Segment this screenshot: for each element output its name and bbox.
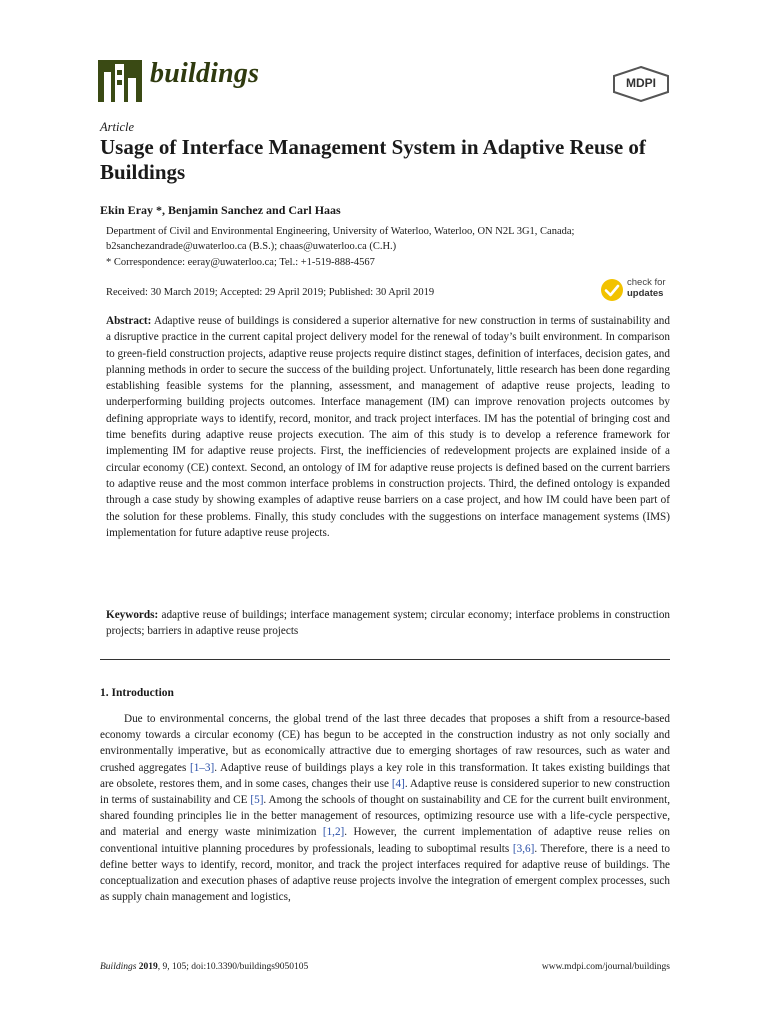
intro-text-6: . Therefore, there is a need to define better ways to identify, record, monitor, and track the project interfaces required for adaptive reuse of buildings. The conceptualization and execution phases of adaptive reuse projects involve the integration of emergent complex processes, such as supply chain management and logistics, <box>100 842 671 904</box>
intro-text-5: . However, the current implementation of adaptive reuse relies on conventional intuitive planning procedures by professionals, leading to suboptimal results <box>100 826 670 855</box>
section-divider <box>100 659 670 660</box>
keywords-label: Keywords: <box>106 609 159 621</box>
section-heading: 1. Introduction <box>100 687 174 699</box>
affiliation-emails: b2sanchezandrade@uwaterloo.ca (B.S.); chaas@uwaterloo.ca (C.H.) <box>106 241 397 252</box>
footer-citation <box>100 962 308 972</box>
publisher-logo <box>612 66 670 102</box>
journal-logo-icon <box>98 60 142 102</box>
footer-year: 2019 <box>138 962 158 972</box>
publisher-name: MDPI <box>626 76 656 90</box>
publication-dates: Received: 30 March 2019; Accepted: 29 April 2019; Published: 30 April 2019 <box>106 287 435 298</box>
check-for-updates-badge[interactable] <box>600 276 680 306</box>
intro-text-1: Due to environmental concerns, the global trend of the last three decades that proposes a shift from a resource-based economy towards a circular economy (CE) has begun to be accepted in the construction industry as not only socially and environmentally imperative, but as economically attractive due to emerging shortages of raw resources, such as water and crushed aggregates <box>100 713 670 774</box>
check-updates-icon <box>600 278 624 302</box>
check-updates-label-bottom: updates <box>627 288 664 299</box>
abstract-text: Adaptive reuse of buildings is considered a superior alternative for new construction in terms of sustainability and a disruptive practice in the current capital project delivery model for the renewal of today’s built environment. In comparison to green-field construction projects, adaptive reuse projects require distinct stages, definition of interfaces, decision gates, and planning methods in order to secure the success of the building project. Unfortunately, little research has been done regarding establishing feasible systems for the planning, assessment, and management of adaptive reuse projects, leading to underperforming building projects outcomes. Interface management (IM) can improve renovation projects outcomes by defining appropriate ways to identify, record, monitor, and track project interfaces. IM has the potential of bringing cost and time benefits during adaptive reuse projects execution. The aim of this study is to develop a reference framework for implementing IM for adaptive reuse projects. First, the inefficiencies of redevelopment projects are explained inside of a circular economy (CE) context. Second, an ontology of IM for adaptive reuse projects is defined based on the current barriers to adaptive reuse and the most common interface problems in construction projects. Third, the defined ontology is expanded through a case study by showing examples of adaptive reuse barriers on a case project, and how IM could have been part of the solution for these problems. Finally, this study concludes with the suggestions on interface management systems (IMS) implementation for future adaptive reuse projects. <box>106 315 670 539</box>
footer-journal: Buildings <box>100 962 137 972</box>
affiliation: Department of Civil and Environmental Engineering, University of Waterloo, Waterloo, ON N2L 3G1, Canada; <box>106 226 575 237</box>
article-type: Article <box>100 120 135 134</box>
abstract-label: Abstract: <box>106 315 152 327</box>
citation-link[interactable]: [1,2] <box>322 826 345 839</box>
intro-paragraph <box>100 711 670 905</box>
intro-text-2: . Adaptive reuse of buildings plays a key role in this transformation. It takes existing buildings that are obsolete, restores them, and in some cases, changes their use <box>100 761 670 790</box>
footer-doi: , 9, 105; doi:10.3390/buildings9050105 <box>157 962 309 972</box>
citation-link[interactable]: [5] <box>250 794 264 807</box>
citation-link[interactable]: [3,6] <box>512 842 535 855</box>
check-updates-label-top: check for <box>627 277 666 288</box>
author-list: Ekin Eray *, Benjamin Sanchez and Carl Haas <box>100 203 341 217</box>
footer-journal-url[interactable]: www.mdpi.com/journal/buildings <box>541 962 670 972</box>
keywords-text: adaptive reuse of buildings; interface management system; circular economy; interface problems in construction projects; barriers in adaptive reuse projects <box>106 609 671 638</box>
keywords <box>106 607 670 640</box>
journal-name: buildings <box>150 58 260 89</box>
citation-link[interactable]: [1–3] <box>189 761 215 774</box>
abstract <box>106 313 670 541</box>
intro-text-4: . Among the schools of thought on sustainability and CE for the current built environment, shared founding principles lie in the better management of resources, optimizing resource use with a life-cycle perspective, and material and energy waste minimization <box>100 794 670 839</box>
citation-link[interactable]: [4] <box>391 777 405 790</box>
correspondence: * Correspondence: eeray@uwaterloo.ca; Tel.: +1-519-888-4567 <box>106 257 375 268</box>
intro-text-3: . Adaptive reuse is considered superior to new construction in terms of sustainability and CE <box>100 777 670 807</box>
article-title: Usage of Interface Management System in Adaptive Reuse of Buildings <box>100 135 646 184</box>
